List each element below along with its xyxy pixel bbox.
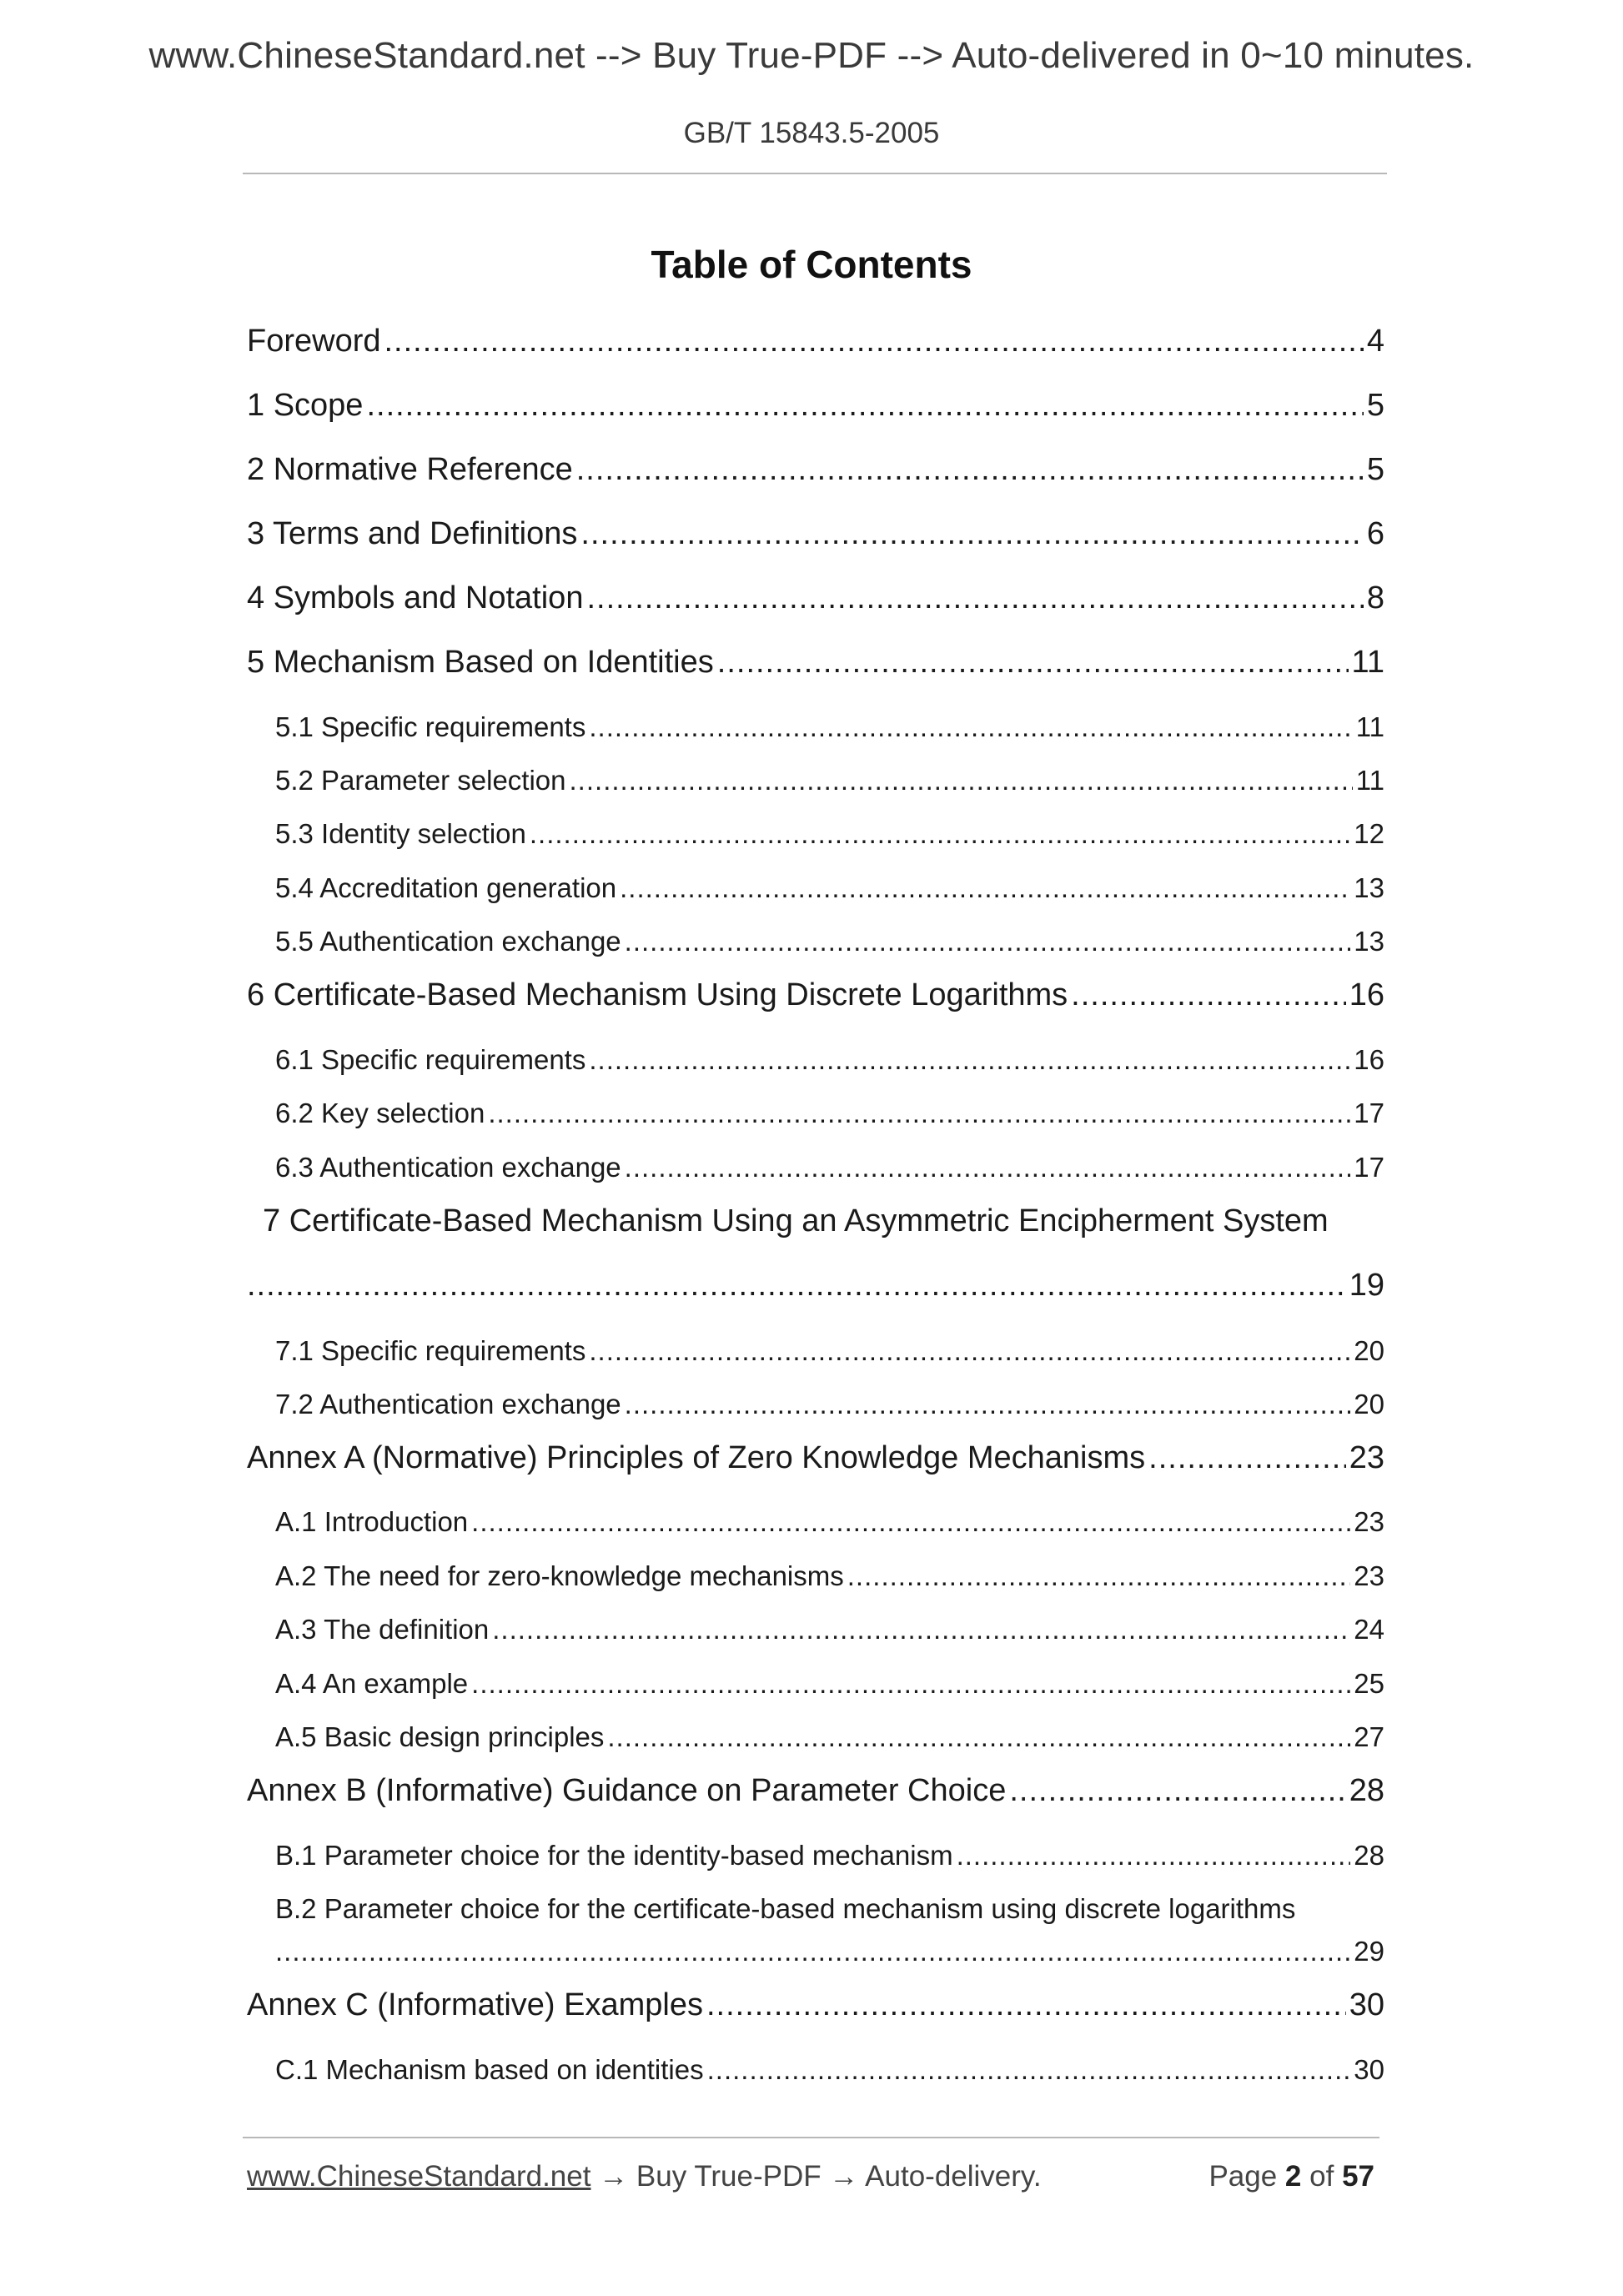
toc-entry-label: C.1 Mechanism based on identities	[275, 2054, 704, 2085]
toc-entry-page: 13	[1354, 872, 1384, 903]
dot-leader	[366, 388, 1363, 424]
toc-entry-label: A.3 The definition	[275, 1614, 490, 1645]
toc-entry-a-1[interactable]	[275, 1506, 1384, 1538]
toc-entry-label: 3 Terms and Definitions	[247, 516, 578, 551]
toc-entry-annex-c[interactable]	[247, 1987, 1384, 2023]
toc-entry-label: B.1 Parameter choice for the identity-based mechanism	[275, 1840, 953, 1871]
header-banner: www.ChineseStandard.net --> Buy True-PDF --> Auto-delivered in 0~10 minutes.	[148, 35, 1475, 76]
dot-leader	[530, 818, 1350, 850]
dot-leader	[471, 1506, 1350, 1538]
toc-entry-scope[interactable]	[247, 388, 1384, 424]
dot-leader	[607, 1721, 1350, 1753]
toc-entry-page: 30	[1354, 2054, 1384, 2085]
of-label: of	[1309, 2160, 1334, 2193]
toc-title: Table of Contents	[651, 243, 972, 286]
toc-entry-a-2[interactable]	[275, 1560, 1384, 1592]
toc-entry-label: 1 Scope	[247, 388, 364, 423]
toc-entry-page: 23	[1354, 1506, 1384, 1537]
toc-entry-label: Foreword	[247, 324, 381, 359]
dot-leader	[589, 711, 1352, 743]
toc-entry-c-1[interactable]	[275, 2054, 1384, 2086]
toc-entry-b-2-leader[interactable]	[275, 1936, 1384, 1967]
dot-leader	[706, 1987, 1346, 2023]
toc-entry-page: 28	[1349, 1773, 1384, 1808]
toc-entry-label: Annex B (Informative) Guidance on Parameter Choice	[247, 1773, 1007, 1808]
toc-entry-label: Annex A (Normative) Principles of Zero Knowledge Mechanisms	[247, 1440, 1146, 1475]
dot-leader	[1148, 1440, 1346, 1476]
dot-leader	[1071, 977, 1346, 1013]
toc-entry-6-2[interactable]	[275, 1098, 1384, 1129]
toc-entry-label: 5.5 Authentication exchange	[275, 926, 621, 957]
dot-leader	[625, 926, 1351, 957]
toc-entry-7-2[interactable]	[275, 1389, 1384, 1420]
toc-entry-page: 8	[1366, 580, 1384, 615]
footer-tagline: → Buy True-PDF → Auto-delivery.	[590, 2160, 1042, 2193]
toc-entry-page: 24	[1354, 1614, 1384, 1645]
toc-entry-a-4[interactable]	[275, 1668, 1384, 1700]
toc-entry-label: 7.1 Specific requirements	[275, 1335, 586, 1366]
toc-entry-page: 6	[1366, 516, 1384, 551]
toc-entry-page: 5	[1366, 388, 1384, 423]
toc-entry-label: Annex C (Informative) Examples	[247, 1987, 703, 2022]
dot-leader	[576, 452, 1364, 488]
toc-entry-label: 5.1 Specific requirements	[275, 711, 586, 742]
dot-leader	[488, 1098, 1350, 1129]
toc-entry-label: 6.1 Specific requirements	[275, 1044, 586, 1075]
dot-leader	[471, 1668, 1350, 1700]
toc-entry-7-1[interactable]	[275, 1335, 1384, 1367]
page-current: 2	[1284, 2160, 1302, 2193]
dot-leader	[717, 645, 1349, 681]
toc-entry-page: 17	[1354, 1152, 1384, 1183]
toc-entry-label: A.4 An example	[275, 1668, 469, 1699]
dot-leader	[620, 872, 1350, 904]
toc-entry-label: A.5 Basic design principles	[275, 1721, 605, 1752]
dot-leader	[589, 1044, 1350, 1076]
toc-entry-label: 6 Certificate-Based Mechanism Using Discrete Logarithms	[247, 977, 1068, 1012]
footer-left	[247, 2160, 1042, 2193]
toc-entry-symbols[interactable]	[247, 580, 1384, 616]
toc-entry-page: 30	[1349, 1987, 1384, 2022]
toc-entry-5-1[interactable]	[275, 711, 1384, 743]
toc-entry-section-7-leader[interactable]	[247, 1268, 1384, 1304]
page-indicator	[1208, 2160, 1374, 2193]
toc-entry-page: 16	[1354, 1044, 1384, 1075]
toc-entry-5-3[interactable]	[275, 818, 1384, 850]
toc-entry-page: 28	[1354, 1840, 1384, 1871]
toc-entry-a-5[interactable]	[275, 1721, 1384, 1753]
dot-leader	[247, 1268, 1346, 1304]
toc-entry-label: 5.4 Accreditation generation	[275, 872, 617, 903]
dot-leader	[847, 1560, 1351, 1592]
toc-entry-label: 5.2 Parameter selection	[275, 765, 566, 796]
toc-entry-terms[interactable]	[247, 516, 1384, 552]
toc-entry-label: A.1 Introduction	[275, 1506, 469, 1537]
header-divider	[243, 173, 1387, 174]
toc-entry-page: 19	[1349, 1268, 1384, 1303]
toc-entry-page: 25	[1354, 1668, 1384, 1699]
toc-entry-page: 20	[1354, 1335, 1384, 1366]
dot-leader	[957, 1840, 1351, 1871]
toc-entry-foreword[interactable]	[247, 324, 1384, 359]
toc-entry-label: 5 Mechanism Based on Identities	[247, 645, 714, 680]
dot-leader	[275, 1936, 1350, 1967]
toc-entry-normative-reference[interactable]	[247, 452, 1384, 488]
dot-leader	[384, 324, 1364, 359]
toc-entry-b-2-label[interactable]: B.2 Parameter choice for the certificate-based mechanism using discrete logarithms	[275, 1893, 1296, 1924]
toc-entry-page: 23	[1349, 1440, 1384, 1475]
toc-entry-label: 4 Symbols and Notation	[247, 580, 584, 615]
toc-entry-a-3[interactable]	[275, 1614, 1384, 1645]
toc-entry-page: 23	[1354, 1560, 1384, 1591]
standard-code: GB/T 15843.5-2005	[683, 117, 940, 149]
toc-entry-page: 20	[1354, 1389, 1384, 1419]
page-label: Page	[1208, 2160, 1278, 2193]
toc-entry-label: A.2 The need for zero-knowledge mechanisms	[275, 1560, 844, 1591]
toc-entry-5-4[interactable]	[275, 872, 1384, 904]
page-total: 57	[1342, 2160, 1374, 2193]
toc-entry-page: 4	[1366, 324, 1384, 359]
toc-entry-b-1[interactable]	[275, 1840, 1384, 1871]
toc-entry-page: 12	[1354, 818, 1384, 849]
toc-entry-annex-a[interactable]	[247, 1440, 1384, 1476]
toc-entry-page: 16	[1349, 977, 1384, 1012]
toc-entry-section-7-label[interactable]: 7 Certificate-Based Mechanism Using an Asymmetric Encipherment System	[263, 1203, 1329, 1238]
toc-entry-page: 27	[1354, 1721, 1384, 1752]
toc-entry-page: 29	[1354, 1936, 1384, 1967]
dot-leader	[589, 1335, 1350, 1367]
dot-leader	[1009, 1773, 1345, 1809]
toc-entry-label: 6.3 Authentication exchange	[275, 1152, 621, 1183]
toc-entry-label: 2 Normative Reference	[247, 452, 573, 487]
page-footer	[247, 2160, 1374, 2193]
toc-entry-5-2[interactable]	[275, 765, 1384, 796]
toc-entry-page: 11	[1351, 645, 1384, 680]
toc-entry-page: 17	[1354, 1098, 1384, 1128]
dot-leader	[625, 1152, 1351, 1183]
dot-leader	[707, 2054, 1351, 2086]
site-link[interactable]: www.ChineseStandard.net	[247, 2160, 591, 2193]
toc-entry-section-5[interactable]	[247, 645, 1384, 681]
toc-entry-label: 7.2 Authentication exchange	[275, 1389, 621, 1419]
dot-leader	[492, 1614, 1350, 1645]
footer-divider	[243, 2137, 1379, 2138]
toc-entry-page: 11	[1355, 765, 1384, 796]
toc-entry-section-6[interactable]	[247, 977, 1384, 1013]
toc-entry-annex-b[interactable]	[247, 1773, 1384, 1809]
toc-entry-page: 13	[1354, 926, 1384, 957]
dot-leader	[570, 765, 1353, 796]
dot-leader	[625, 1389, 1351, 1420]
toc-entry-page: 11	[1355, 711, 1384, 742]
toc-entry-label: 5.3 Identity selection	[275, 818, 526, 849]
toc-entry-label: 6.2 Key selection	[275, 1098, 485, 1128]
toc-entry-6-3[interactable]	[275, 1152, 1384, 1183]
toc-entry-6-1[interactable]	[275, 1044, 1384, 1076]
dot-leader	[586, 580, 1363, 616]
dot-leader	[580, 516, 1363, 552]
toc-entry-5-5[interactable]	[275, 926, 1384, 957]
toc-entry-page: 5	[1366, 452, 1384, 487]
